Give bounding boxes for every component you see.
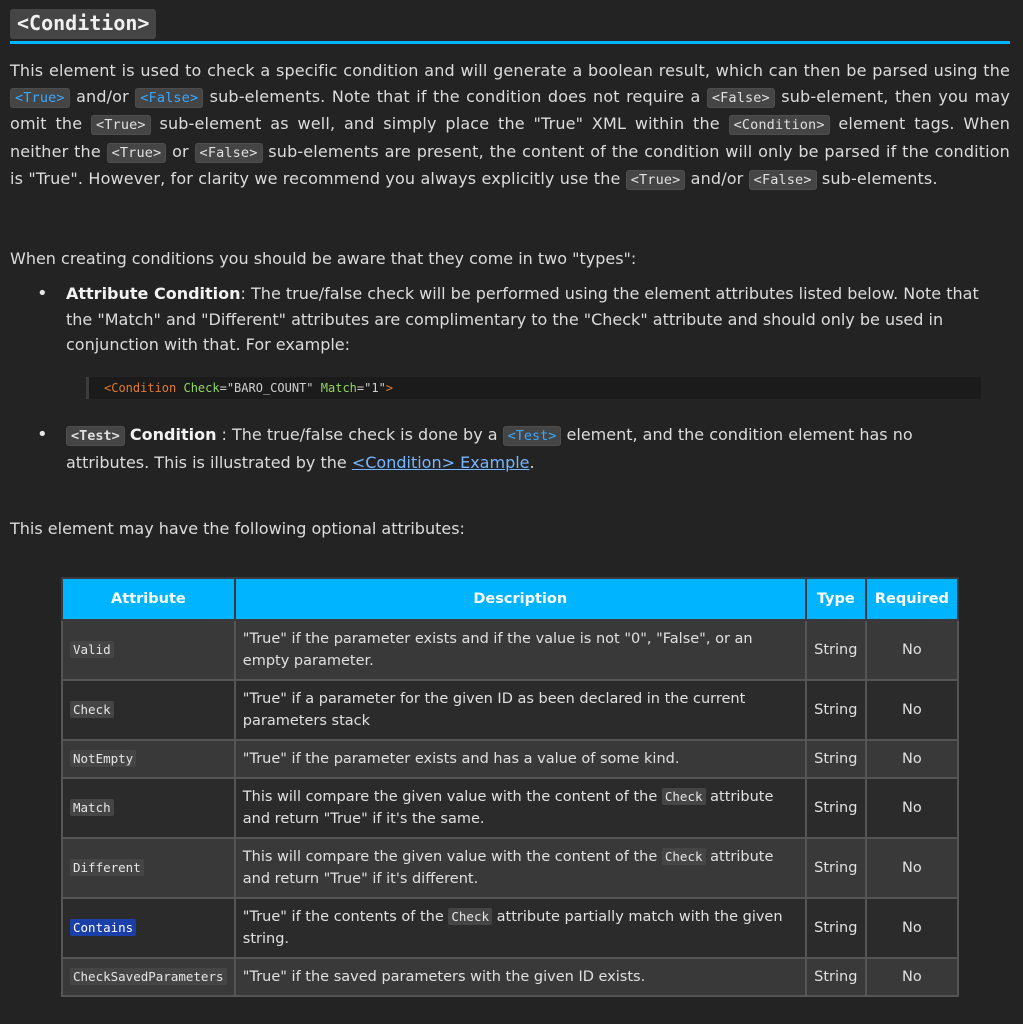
header-description: Description xyxy=(235,578,806,620)
attribute-name: Match xyxy=(70,799,114,816)
page-title: <Condition> xyxy=(10,9,156,39)
table-row xyxy=(62,838,958,898)
attribute-name: Check xyxy=(70,701,114,718)
attributes-table xyxy=(61,577,959,997)
false-tag-code: <False> xyxy=(195,143,263,163)
table-header-row xyxy=(62,578,958,620)
bullet-test-condition: <Test> Condition : The true/false check is done by a <Test> element, and the condition element has no attributes. This is illustrated by the <Condition> Example. xyxy=(66,425,913,472)
attribute-name: NotEmpty xyxy=(70,750,136,767)
test-tag-code: <Test> xyxy=(503,426,562,446)
false-tag-code: <False> xyxy=(749,170,817,190)
attribute-required: No xyxy=(866,740,958,778)
table-row xyxy=(62,740,958,778)
attribute-type: String xyxy=(806,740,866,778)
attribute-type: String xyxy=(806,778,866,838)
attribute-name: Valid xyxy=(70,641,114,658)
table-row xyxy=(62,778,958,838)
attribute-type: String xyxy=(806,680,866,740)
attribute-type: String xyxy=(806,620,866,680)
title-divider xyxy=(10,41,1010,44)
types-intro: When creating conditions you should be aware that they come in two "types": xyxy=(10,249,637,268)
attribute-name: Different xyxy=(70,859,144,876)
intro-paragraph: This element is used to check a specific condition and will generate a boolean result, which can then be parsed using the <True> and/or <False> sub-elements. Note that if the condition does not require a <False> sub-element, then you may omit the <True> sub-element as well, and simply place the "True" XML within the <Condition> element tags. When neither the <True> or <False> sub-elements are present, the content of the condition will only be parsed if the condition is "True". However, for clarity we recommend you always explicitly use the <True> and/or <False> sub-elements. xyxy=(10,61,1010,188)
true-tag-code: <True> xyxy=(91,115,151,135)
attribute-required: No xyxy=(866,958,958,996)
bullet-dot-icon: • xyxy=(37,283,48,304)
attribute-type: String xyxy=(806,898,866,958)
check-code: Check xyxy=(662,788,706,805)
false-tag-code: <False> xyxy=(707,88,775,108)
table-row xyxy=(62,620,958,680)
condition-tag-code: <Condition> xyxy=(729,115,830,135)
bullet-attribute-condition: Attribute Condition: The true/false check will be performed using the element attributes listed below. Note that the "Match" and "Different" attributes are complimentary to the "Check" attribute and should only be used in conjunction with that. For example: xyxy=(66,284,979,354)
header-required: Required xyxy=(866,578,958,620)
attribute-description: "True" if the contents of the Check attribute partially match with the given string. xyxy=(235,898,806,958)
attribute-description: "True" if the saved parameters with the given ID exists. xyxy=(235,958,806,996)
attribute-required: No xyxy=(866,620,958,680)
table-row xyxy=(62,898,958,958)
attribute-name: CheckSavedParameters xyxy=(70,968,227,985)
true-tag-code: <True> xyxy=(626,170,686,190)
attribute-name-selected: Contains xyxy=(70,919,136,936)
header-attribute: Attribute xyxy=(62,578,235,620)
condition-example-link[interactable]: <Condition> Example xyxy=(351,452,530,472)
code-example: <Condition Check="BARO_COUNT" Match="1"> xyxy=(86,377,981,399)
false-tag-code: <False> xyxy=(135,88,203,108)
attribute-required: No xyxy=(866,838,958,898)
attribute-description: "True" if the parameter exists and has a value of some kind. xyxy=(235,740,806,778)
attribute-description: This will compare the given value with the content of the Check attribute and return "True" if it's different. xyxy=(235,838,806,898)
bullet-dot-icon: • xyxy=(37,424,48,445)
true-tag-code: <True> xyxy=(10,88,70,108)
check-code: Check xyxy=(662,848,706,865)
attribute-description: "True" if the parameter exists and if the value is not "0", "False", or an empty parameter. xyxy=(235,620,806,680)
attributes-intro: This element may have the following optional attributes: xyxy=(10,519,465,538)
attribute-required: No xyxy=(866,680,958,740)
true-tag-code: <True> xyxy=(107,143,167,163)
attribute-description: This will compare the given value with the content of the Check attribute and return "True" if it's the same. xyxy=(235,778,806,838)
attribute-required: No xyxy=(866,778,958,838)
table-row xyxy=(62,680,958,740)
test-tag-code: <Test> xyxy=(66,426,125,446)
attribute-required: No xyxy=(866,898,958,958)
attribute-type: String xyxy=(806,838,866,898)
table-row xyxy=(62,958,958,996)
header-type: Type xyxy=(806,578,866,620)
attribute-description: "True" if a parameter for the given ID as been declared in the current parameters stack xyxy=(235,680,806,740)
attribute-type: String xyxy=(806,958,866,996)
check-code: Check xyxy=(448,908,492,925)
